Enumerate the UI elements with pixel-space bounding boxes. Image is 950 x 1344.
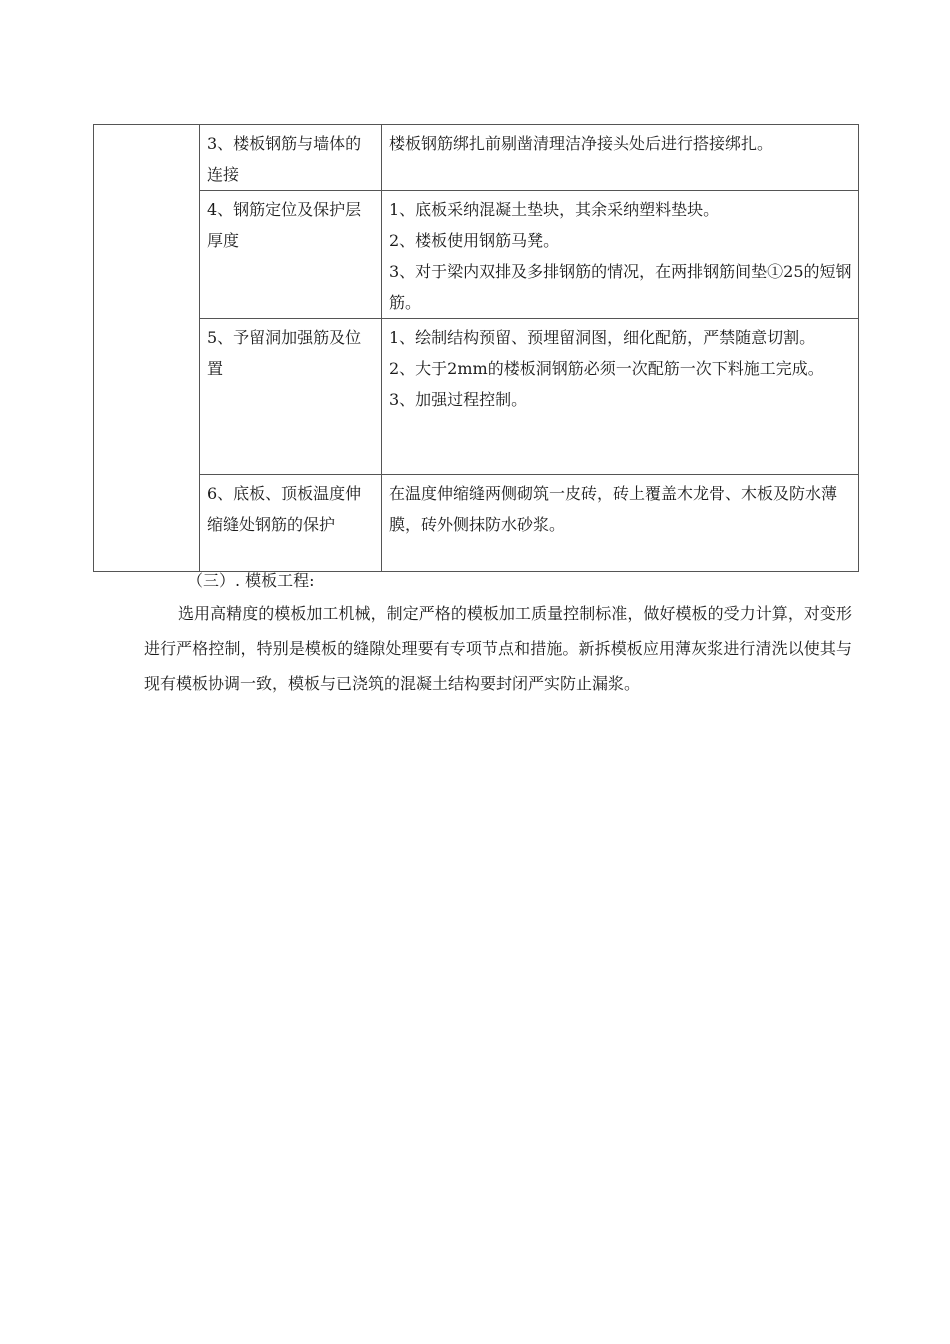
item-title: 6、底板、顶板温度伸缩缝处钢筋的保护 bbox=[207, 484, 362, 534]
measure-cell bbox=[382, 125, 859, 191]
measure-cell bbox=[382, 191, 859, 319]
item-cell bbox=[200, 319, 382, 475]
item-title: 4、钢筋定位及保护层厚度 bbox=[207, 200, 362, 250]
item-title: 5、予留洞加强筋及位置 bbox=[207, 328, 362, 378]
table-row bbox=[94, 125, 859, 191]
item-title: 3、楼板钢筋与墙体的连接 bbox=[207, 134, 362, 184]
measure-cell bbox=[382, 319, 859, 475]
measure-text: 3、对于梁内双排及多排钢筋的情况，在两排钢筋间垫①25的短钢筋。 bbox=[389, 262, 852, 312]
item-cell bbox=[200, 475, 382, 572]
measure-cell bbox=[382, 475, 859, 572]
measure-text: 3、加强过程控制。 bbox=[389, 390, 528, 409]
table-row bbox=[94, 475, 859, 572]
section-heading: （三）. 模板工程: bbox=[187, 571, 315, 590]
measure-text: 2、楼板使用钢筋马凳。 bbox=[389, 231, 560, 250]
item-cell bbox=[200, 125, 382, 191]
category-cell bbox=[94, 125, 200, 572]
measure-text: 楼板钢筋绑扎前剔凿清理洁净接头处后进行搭接绑扎。 bbox=[389, 134, 774, 153]
measure-text: 在温度伸缩缝两侧砌筑一皮砖，砖上覆盖木龙骨、木板及防水薄膜，砖外侧抹防水砂浆。 bbox=[389, 484, 838, 534]
item-cell bbox=[200, 191, 382, 319]
rebar-measures-table bbox=[93, 124, 859, 572]
body-paragraph: 选用高精度的模板加工机械，制定严格的模板加工质量控制标准，做好模板的受力计算，对变形进行严格控制，特别是模板的缝隙处理要有专项节点和措施。新拆模板应用薄灰浆进行清洗以使其与现有模板协调一致，模板与已浇筑的混凝土结构要封闭严实防止漏浆。 bbox=[144, 604, 852, 693]
measure-text: 1、绘制结构预留、预埋留洞图，细化配筋，严禁随意切割。 bbox=[389, 328, 816, 347]
measure-text: 1、底板采纳混凝土垫块，其余采纳塑料垫块。 bbox=[389, 200, 720, 219]
table-row bbox=[94, 319, 859, 475]
table-row bbox=[94, 191, 859, 319]
measure-text: 2、大于2mm的楼板洞钢筋必须一次配筋一次下料施工完成。 bbox=[389, 359, 824, 378]
